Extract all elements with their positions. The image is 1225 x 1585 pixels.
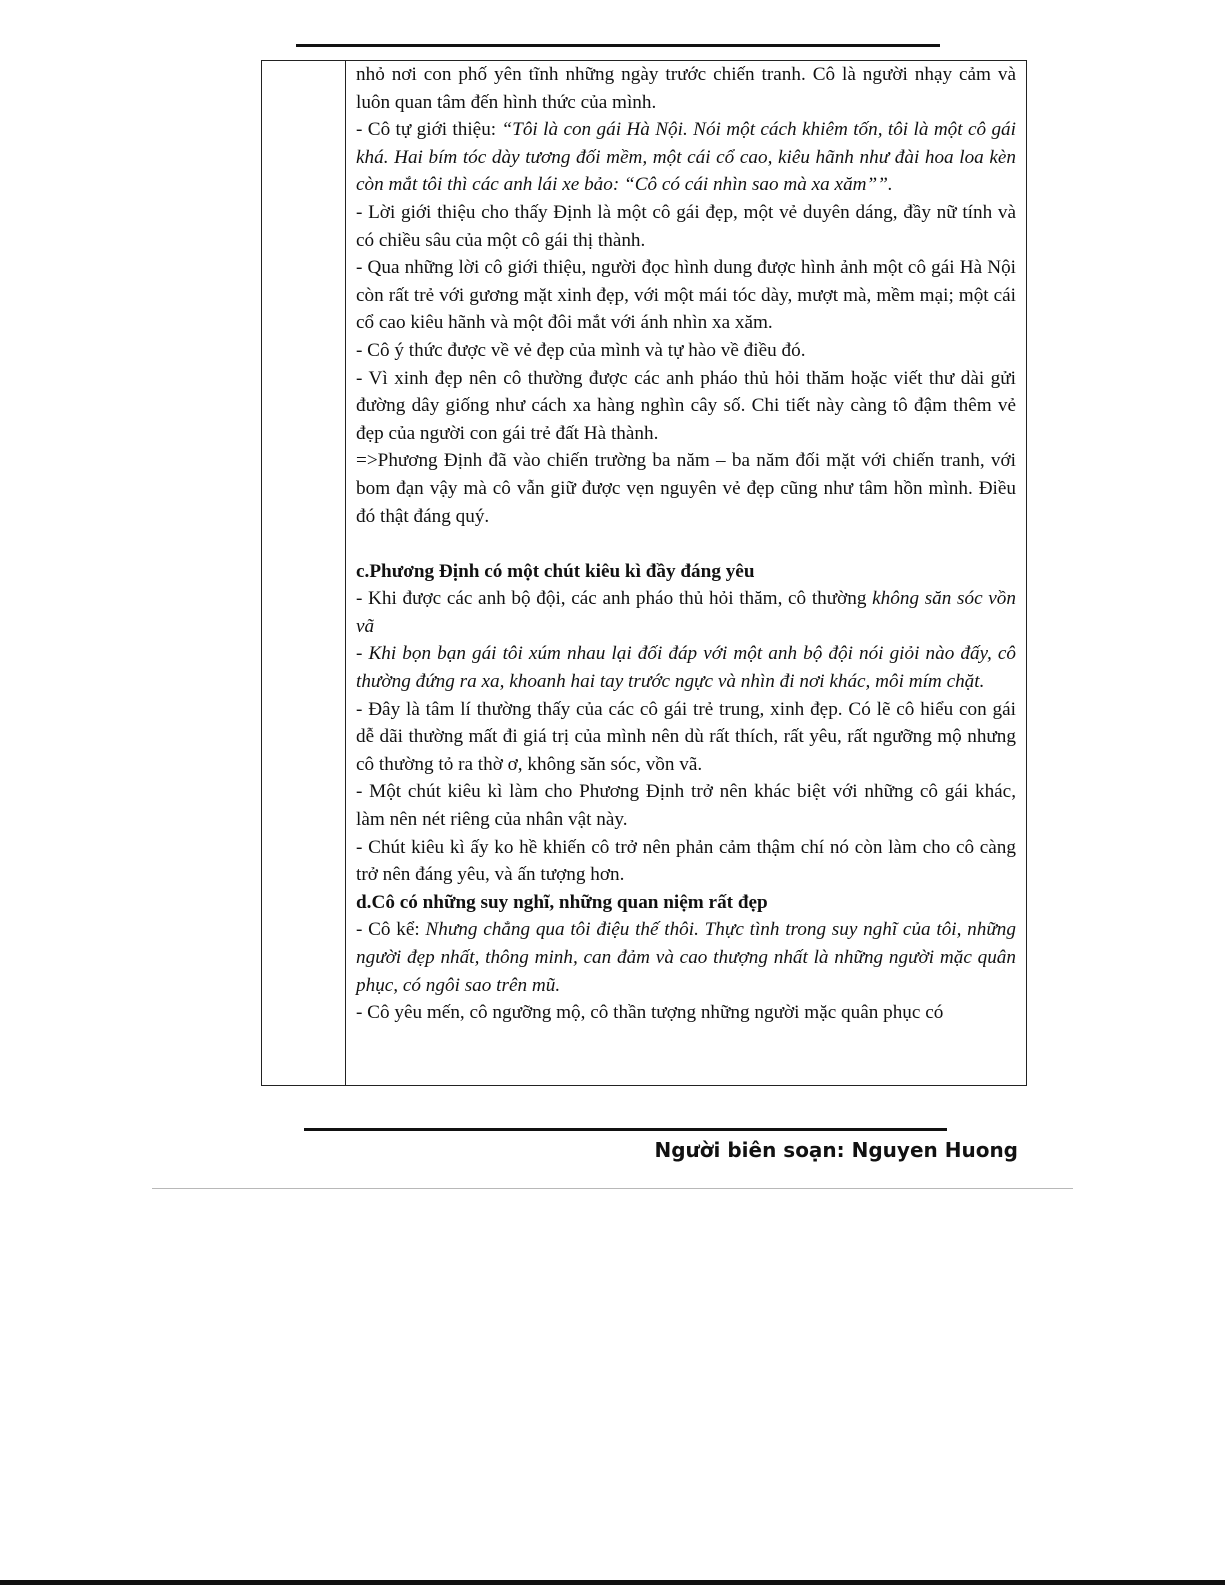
italic-quote: - Khi bọn bạn gái tôi xúm nhau lại đối đáp với một anh bộ đội nói giỏi nào đấy, cô thường đứng ra xa, khoanh hai tay trước ngực và nhìn đi nơi khác, môi mím chặt. — [356, 643, 1016, 693]
paragraph-text: - Một chút kiêu kì làm cho Phương Định trở nên khác biệt với những cô gái khác, làm nên nét riêng của nhân vật này. — [356, 781, 1016, 831]
paragraph — [356, 696, 1016, 779]
paragraph-text: - Cô tự giới thiệu: — [356, 119, 502, 141]
paragraph-text: nhỏ nơi con phố yên tĩnh những ngày trước chiến tranh. Cô là người nhạy cảm và luôn quan tâm đến hình thức của mình. — [356, 64, 1016, 113]
paragraph — [356, 199, 1016, 254]
paragraph-text: - Khi được các anh bộ đội, các anh pháo thủ hỏi thăm, cô thường — [356, 588, 873, 610]
table-content-cell — [346, 61, 1026, 1085]
paragraph — [356, 585, 1016, 640]
paragraph-text: - Cô yêu mến, cô ngưỡng mộ, cô thần tượng những người mặc quân phục có — [356, 1002, 944, 1024]
paragraph — [356, 254, 1016, 337]
paragraph-text: - Vì xinh đẹp nên cô thường được các anh pháo thủ hỏi thăm hoặc viết thư dài gửi đường dây giống như cách xa hàng nghìn cây số. Chi tiết này càng tô đậm thêm vẻ đẹp của người con gái trẻ đất Hà thành. — [356, 367, 1016, 444]
paragraph-text: - Lời giới thiệu cho thấy Định là một cô gái đẹp, một vẻ duyên dáng, đầy nữ tính và có chiều sâu của một cô gái thị thành. — [356, 201, 1016, 251]
content-table — [261, 60, 1027, 1086]
paragraph — [356, 447, 1016, 530]
paragraph — [356, 61, 1016, 116]
section-heading — [356, 889, 1016, 917]
paragraph-text: - Đây là tâm lí thường thấy của các cô gái trẻ trung, xinh đẹp. Có lẽ cô hiểu con gái dễ dãi thường mất đi giá trị của mình nên dù rất thích, rất yêu, rất ngưỡng mộ nhưng cô thường tỏ ra thờ ơ, không săn sóc, vồn vã. — [356, 698, 1016, 775]
paragraph — [356, 116, 1016, 199]
paragraph — [356, 916, 1016, 999]
author-credit: Người biên soạn: Nguyen Huong — [654, 1138, 1018, 1162]
paragraph — [356, 640, 1016, 695]
paragraph — [356, 365, 1016, 448]
paragraph-text: - Cô ý thức được về vẻ đẹp của mình và tự hào về điều đó. — [356, 339, 806, 361]
paragraph-text: - Cô kể: — [356, 919, 426, 941]
paragraph-text: c.Phương Định có một chút kiêu kì đầy đáng yêu — [356, 560, 755, 582]
italic-quote: “Tôi là con gái Hà Nội. Nói một cách khiêm tốn, tôi là một cô gái khá. Hai bím tóc dày tương đối mềm, một cái cổ cao, kiêu hãnh như đài hoa loa kèn còn mắt tôi thì các anh lái xe bảo: “Cô có cái nhìn sao mà xa xăm””. — [356, 119, 1016, 196]
paragraph — [356, 778, 1016, 833]
paragraph-text: =>Phương Định đã vào chiến trường ba năm – ba năm đối mặt với chiến tranh, với bom đạn vậy mà cô vẫn giữ được vẹn nguyên vẻ đẹp cũng như tâm hồn mình. Điều đó thật đáng quý. — [356, 450, 1016, 527]
header-rule — [296, 44, 940, 47]
footer-rule — [304, 1128, 947, 1131]
paragraph-text: - Chút kiêu kì ấy ko hề khiến cô trở nên phản cảm thậm chí nó còn làm cho cô càng trở nên đáng yêu, và ấn tượng hơn. — [356, 836, 1016, 886]
italic-quote: không săn sóc vồn vã — [356, 588, 1016, 637]
table-left-cell — [262, 61, 346, 1085]
page-divider — [152, 1188, 1073, 1189]
page-bottom-edge — [0, 1580, 1225, 1585]
paragraph — [356, 834, 1016, 889]
paragraph — [356, 337, 1016, 365]
paragraph — [356, 999, 1016, 1027]
section-heading — [356, 558, 1016, 586]
paragraph-text: d.Cô có những suy nghĩ, những quan niệm rất đẹp — [356, 891, 768, 913]
blank-line — [356, 530, 1016, 558]
paragraph-text: - Qua những lời cô giới thiệu, người đọc hình dung được hình ảnh một cô gái Hà Nội còn rất trẻ với gương mặt xinh đẹp, với một mái tóc dày, mượt mà, mềm mại; một cái cổ cao kiêu hãnh và một đôi mắt với ánh nhìn xa xăm. — [356, 257, 1016, 334]
italic-quote: Nhưng chẳng qua tôi điệu thế thôi. Thực tình trong suy nghĩ của tôi, những người đẹp nhất, thông minh, can đảm và cao thượng nhất là những người mặc quân phục, có ngôi sao trên mũ. — [356, 919, 1016, 996]
